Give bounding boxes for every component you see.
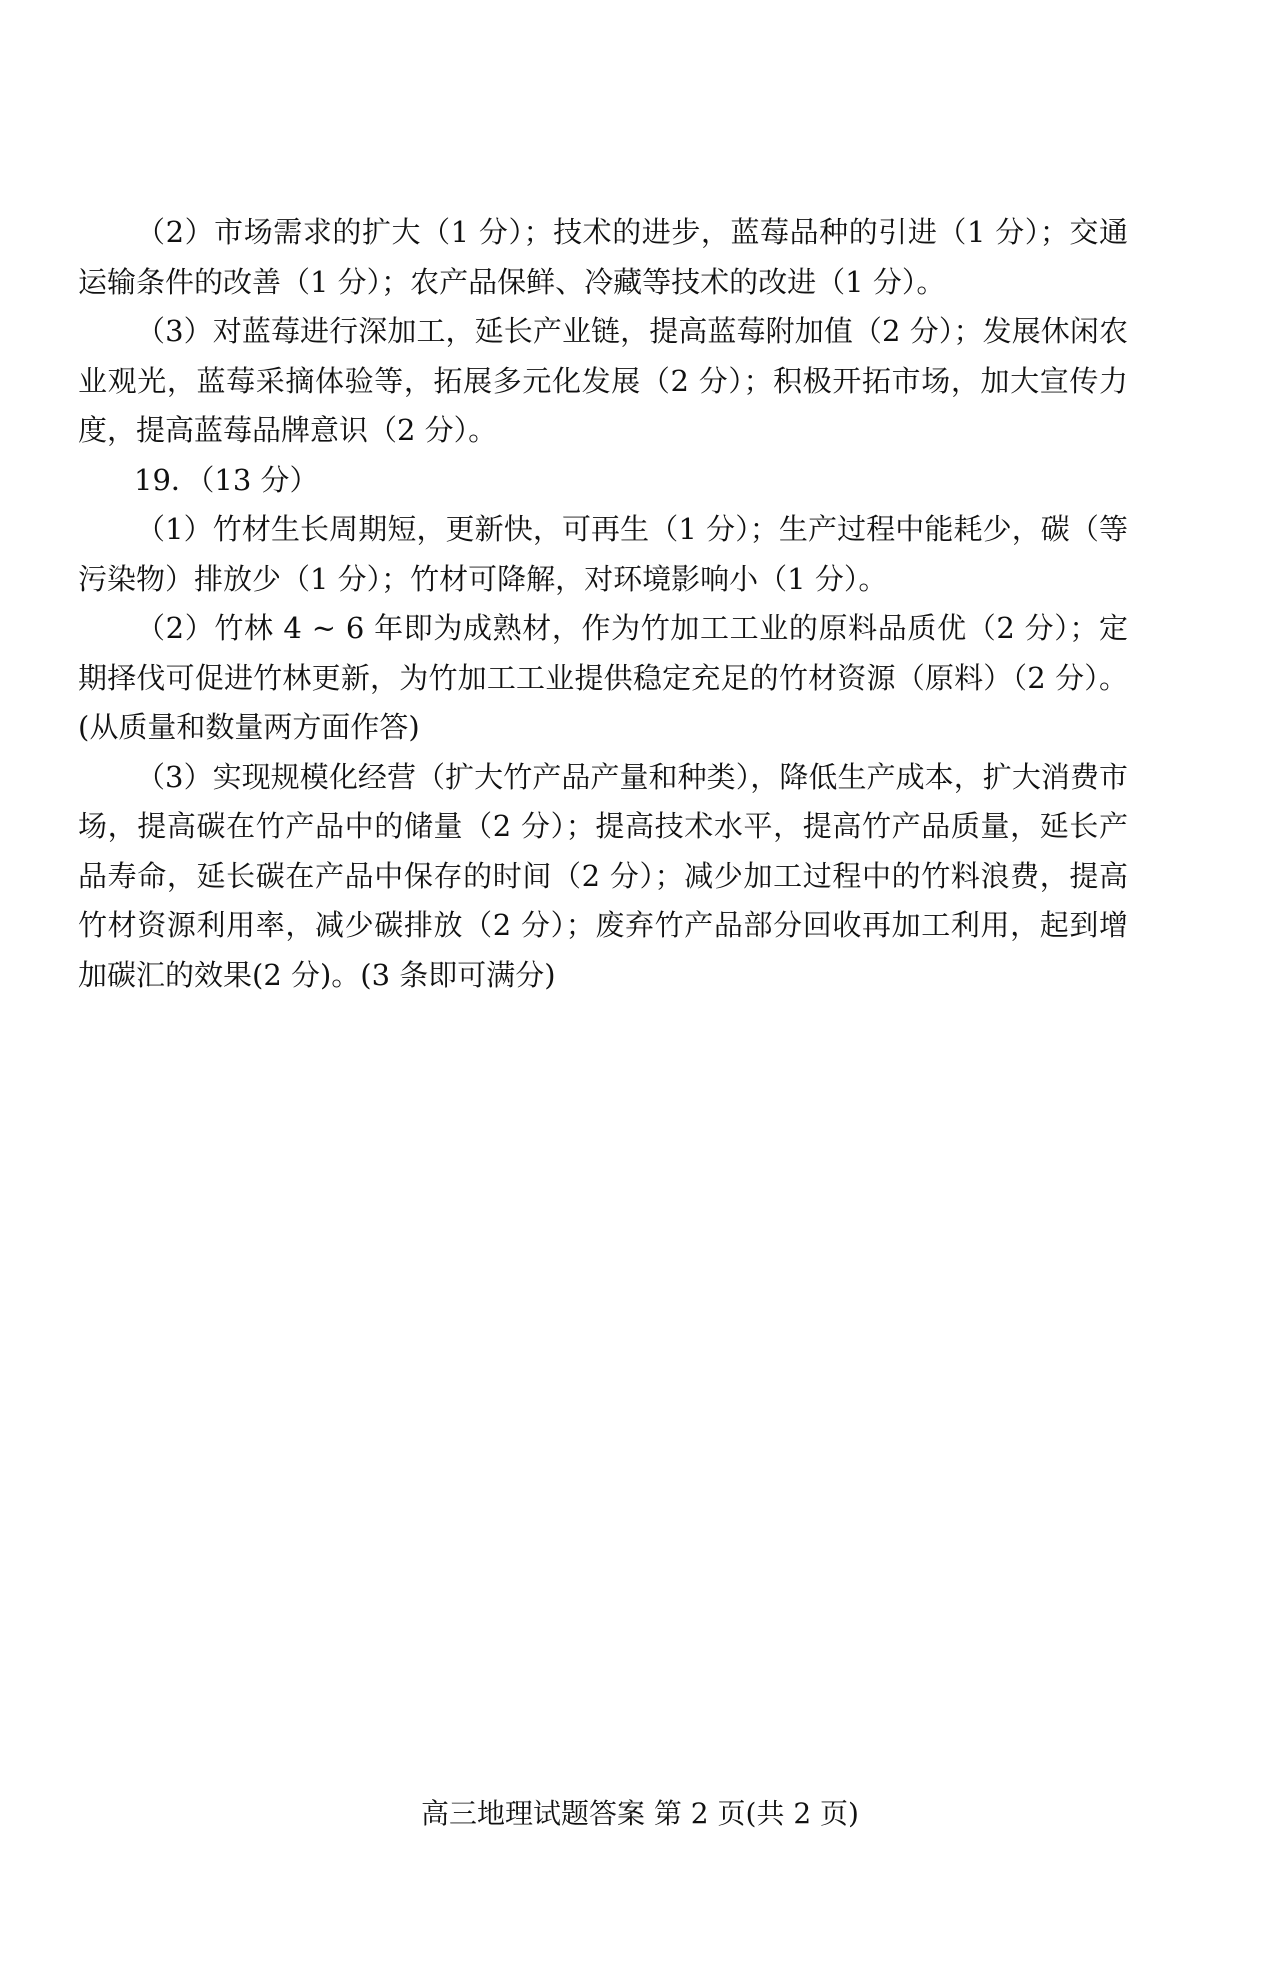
answer-18-part-2: （2）市场需求的扩大（1 分）；技术的进步，蓝莓品种的引进（1 分）；交通运输条件的改善（1 分）；农产品保鲜、冷藏等技术的改进（1 分）。 bbox=[78, 215, 1128, 299]
answer-19-part-1: （1）竹材生长周期短，更新快，可再生（1 分）；生产过程中能耗少，碳（等污染物）排放少（1 分）；竹材可降解，对环境影响小（1 分）。 bbox=[78, 512, 1128, 596]
answer-19-part-2: （2）竹林 4 ~ 6 年即为成熟材，作为竹加工工业的原料品质优（2 分）；定期择伐可促进竹林更新，为竹加工工业提供稳定充足的竹材资源（原料）（2 分）。(从质量和数量两方面作答) bbox=[78, 611, 1128, 744]
answer-18-part-3: （3）对蓝莓进行深加工，延长产业链，提高蓝莓附加值（2 分）；发展休闲农业观光，蓝莓采摘体验等，拓展多元化发展（2 分）；积极开拓市场，加大宣传力度，提高蓝莓品牌意识（2 分）。 bbox=[78, 314, 1128, 447]
question-19-heading: 19．（13 分） bbox=[134, 462, 319, 497]
page-footer: 高三地理试题答案 第 2 页(共 2 页) bbox=[421, 1797, 859, 1830]
answer-content bbox=[78, 208, 1128, 1000]
answer-19-part-3: （3）实现规模化经营（扩大竹产品产量和种类），降低生产成本，扩大消费市场，提高碳在竹产品中的储量（2 分）；提高技术水平，提高竹产品质量，延长产品寿命，延长碳在产品中保存的时间（2 分）；减少加工过程中的竹料浪费，提高竹材资源利用率，减少碳排放（2 分）；废弃竹产品部分回收再加工利用，起到增加碳汇的效果(2 分)。(3 条即可满分) bbox=[78, 759, 1128, 992]
